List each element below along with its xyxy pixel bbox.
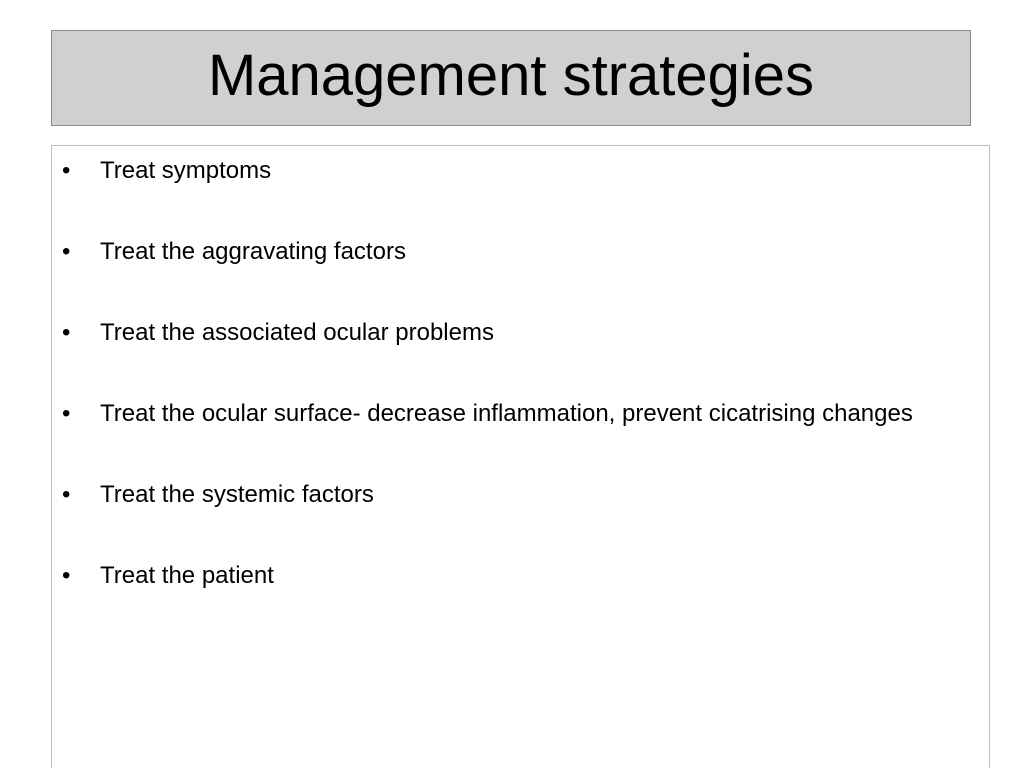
- bullet-text: Treat the patient: [100, 562, 274, 589]
- bullet-text: Treat symptoms: [100, 157, 272, 184]
- bullet-item: [52, 478, 989, 512]
- bullet-icon: •: [62, 157, 71, 184]
- bullet-icon: •: [62, 481, 71, 508]
- bullet-item: [52, 559, 989, 593]
- content-box: [51, 145, 990, 768]
- bullet-icon: •: [62, 238, 71, 265]
- bullet-item: [52, 397, 989, 431]
- title-box: [51, 30, 971, 126]
- bullet-item: [52, 235, 989, 269]
- bullet-item: [52, 316, 989, 350]
- bullet-icon: •: [62, 319, 71, 346]
- bullet-text: Treat the ocular surface- decrease inflammation, prevent cicatrising changes: [100, 400, 913, 427]
- bullet-icon: •: [62, 562, 71, 589]
- bullet-list: [52, 154, 989, 640]
- bullet-icon: •: [62, 400, 71, 427]
- bullet-text: Treat the systemic factors: [100, 481, 374, 508]
- bullet-text: Treat the associated ocular problems: [100, 319, 494, 346]
- slide-title: Management strategies: [207, 43, 815, 108]
- bullet-item: [52, 154, 989, 188]
- bullet-text: Treat the aggravating factors: [100, 238, 406, 265]
